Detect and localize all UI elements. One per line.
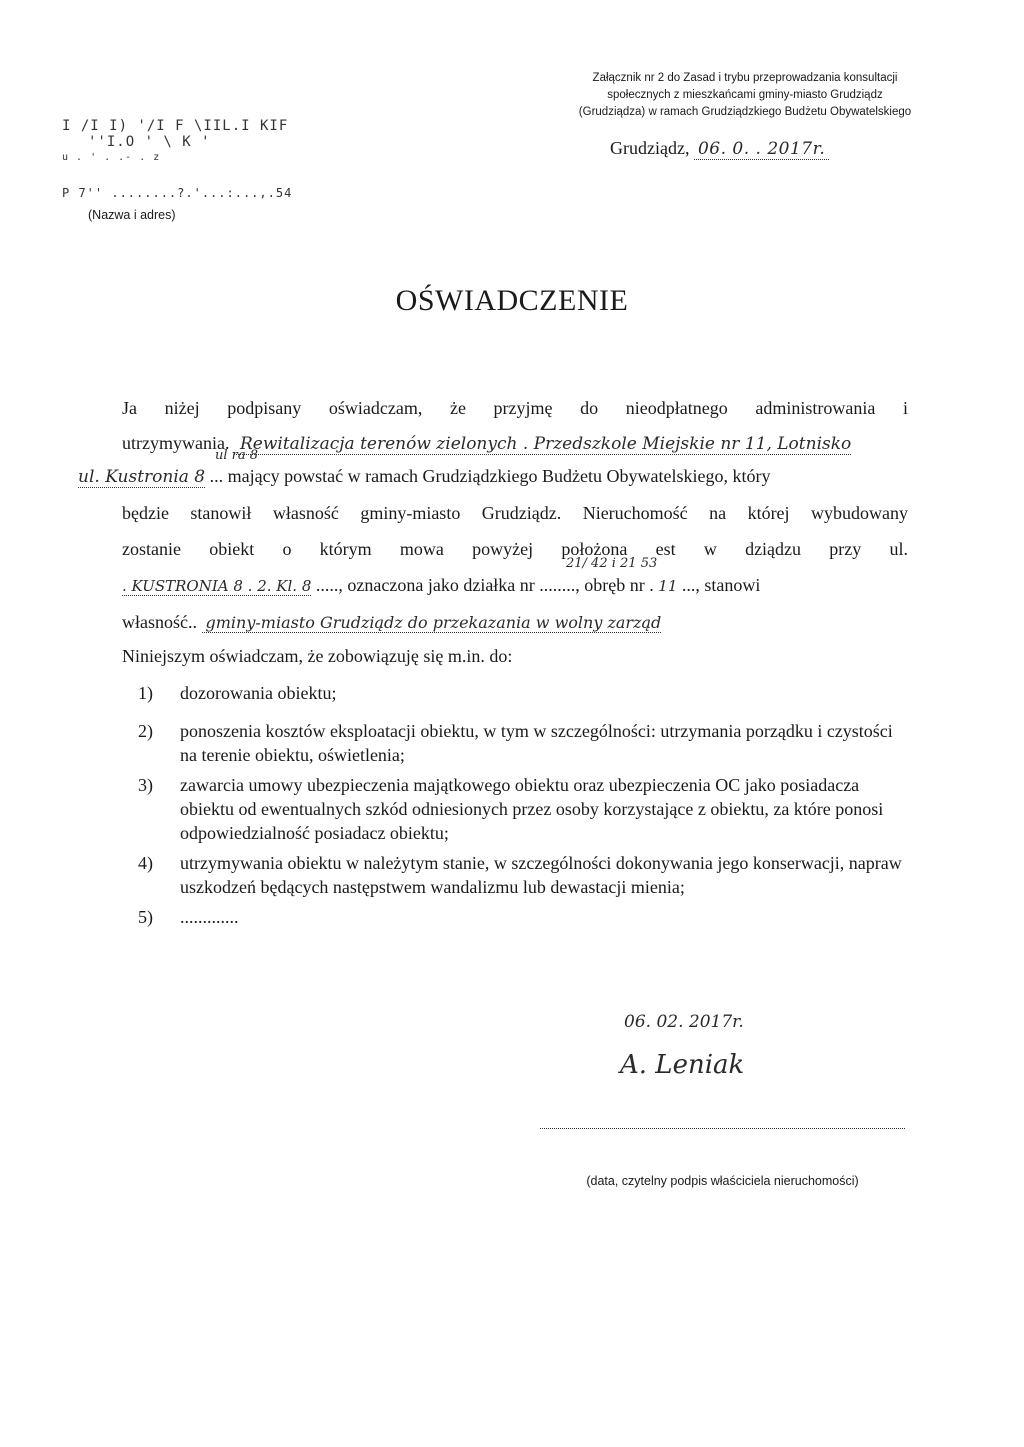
body-line-7 [122,612,661,633]
body-line-6-text: ....., oznaczona jako działka nr ........, obręb nr . [315,575,654,595]
annex-line-3: (Grudziądza) w ramach Grudziądzkiego Budżetu Obywatelskiego [578,106,912,118]
address-handwritten: ul. Kustronia 8 [78,467,206,487]
list-item-text: zawarcia umowy ubezpieczenia majątkowego obiektu oraz ubezpieczenia OC jako posiadacza obiektu od ewentualnych szkód odniesionych przez osoby korzystające z obiektu, za które ponosi odpowiedzialność posiadacz obiektu; [180,775,884,843]
list-item [130,851,910,899]
declaration: Niniejszym oświadczam, że zobowiązuję się m.in. do: [122,646,513,666]
sender-caption: (Nazwa i adres) [88,208,176,222]
body-line-4: będzie stanowił własność gminy-miasto Grudziądz. Nieruchomość na której wybudowany [122,503,908,523]
annex-header [540,70,950,121]
body-line-6-end: ..., stanowi [681,575,761,595]
stamp-line-2: ''I.O ' \ K ' [88,134,211,150]
list-item [130,905,910,929]
list-item [130,681,910,705]
list-item-number: 2) [138,721,153,741]
annex-line-1: Załącznik nr 2 do Zasad i trybu przeprowadzania konsultacji [592,72,898,84]
address-hand-top: ul ra 8 [215,448,259,463]
body-line-3 [78,466,770,487]
list-item-number: 5) [138,907,153,927]
ownership-handwritten: gminy-miasto Grudziądz do przekazania w wolny zarząd [202,613,662,633]
signature-line [540,1128,905,1129]
parcel-hand-top: 21/ 42 i 21 53 [566,556,658,571]
signature-date-handwritten: 06. 02. 2017r. [624,1012,744,1032]
list-item-number: 1) [138,683,153,703]
object-name-handwritten: Rewitalizacja terenów zielonych . Przedszkole Miejskie nr 11, Lotnisko [234,434,851,455]
place-label: Grudziądz, [610,138,690,158]
stamp-line-1: I /I I) '/I F \IIL.I KIF [62,118,289,134]
list-item [130,773,910,845]
list-item-number: 3) [138,775,153,795]
list-item-text: utrzymywania obiektu w należytym stanie, w szczególności dokonywania jego konserwacji, napraw uszkodzeń będących następstwem wandalizmu lub dewastacji mienia; [180,853,902,897]
page-title: OŚWIADCZENIE [395,284,629,317]
obreb-handwritten: 11 [658,577,678,595]
signature-name-handwritten: A. Leniak [620,1050,745,1080]
stamp-line-3: u . ' . .- . z [62,152,161,163]
ownership-label: własność.. [122,612,197,632]
body-line-1: Ja niżej podpisany oświadczam, że przyjmę do nieodpłatnego administrowania i [122,398,908,418]
list-item-text: dozorowania obiektu; [180,683,337,703]
duties-list [130,681,910,935]
list-item-text: ponoszenia kosztów eksploatacji obiektu, w tym w szczególności: utrzymania porządku i czystości na terenie obiektu, oświetlenia; [180,721,893,765]
body-line-3-text: ... mający powstać w ramach Grudziądzkiego Budżetu Obywatelskiego, który [209,466,771,486]
list-item [130,719,910,767]
stamp-line-4: P 7'' ........?.'...:...,.54 [62,186,293,200]
body-line-6 [122,575,760,596]
body-line-2-label: utrzymywania. [122,433,230,453]
list-item-text: ............. [180,907,239,927]
place-date [610,138,829,159]
date-handwritten: 06. 0. . 2017r. [694,139,829,160]
signature-caption: (data, czytelny podpis właściciela nieruchomości) [586,1174,859,1188]
list-item-number: 4) [138,853,153,873]
annex-line-2: społecznych z mieszkańcami gminy-miasto Grudziądz [607,89,883,101]
street-handwritten: . KUSTRONIA 8 . 2. Kl. 8 [122,577,312,595]
body-line-5: zostanie obiekt o którym mowa powyżej położona est w dziądzu przy ul. [122,539,908,559]
